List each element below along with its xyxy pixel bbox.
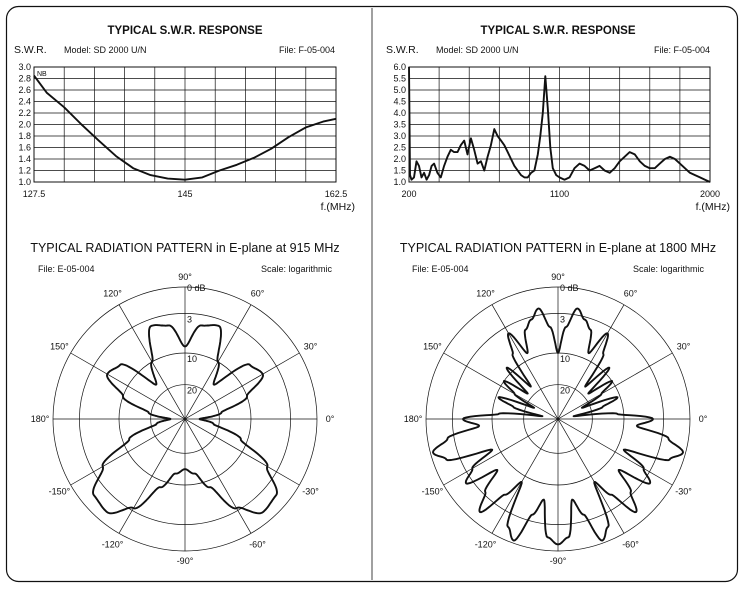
polar-1-angle-label: 120° bbox=[103, 288, 122, 299]
swr-1-title: TYPICAL S.W.R. RESPONSE bbox=[107, 25, 263, 37]
polar-1-ring-label: 10 bbox=[187, 354, 198, 364]
polar-1-angle-label: -60° bbox=[249, 539, 266, 550]
polar-2-angle-label: 120° bbox=[476, 288, 495, 299]
swr-2-ytick-label: 4.0 bbox=[393, 108, 406, 118]
polar-2-title: TYPICAL RADIATION PATTERN in E-plane at 1800 MHz bbox=[399, 241, 717, 255]
swr-2-xtick-label: 1100 bbox=[549, 189, 570, 199]
swr-2-ytick-label: 2.5 bbox=[393, 142, 406, 153]
polar-2-ring-label: 3 bbox=[560, 314, 566, 325]
swr-1-ytick-label: 1.8 bbox=[18, 131, 31, 141]
polar-2-angle-label: 0° bbox=[698, 414, 708, 424]
polar-1-angle-label: -150° bbox=[48, 486, 71, 497]
swr-1-ytick-label: 2.0 bbox=[18, 119, 31, 130]
swr-1-xtick-label: 145 bbox=[177, 189, 193, 199]
polar-1-angle-label: 90° bbox=[178, 272, 192, 282]
polar-2-angle-label: -30° bbox=[675, 486, 692, 497]
polar-chart-1 bbox=[30, 241, 339, 566]
swr-1-ytick-label: 3.0 bbox=[18, 62, 31, 72]
swr-2-xtick-label: 200 bbox=[401, 189, 417, 199]
swr-1-xtick-label: 127.5 bbox=[22, 189, 46, 199]
swr-2-ytick-label: 2.0 bbox=[393, 154, 406, 164]
polar-2-ring-label: 10 bbox=[560, 354, 571, 364]
polar-2-angle-label: -90° bbox=[549, 556, 567, 566]
polar-2-angle-label: 30° bbox=[676, 341, 691, 352]
swr-1-corner-label: NB bbox=[37, 71, 47, 78]
swr-2-ylabel: S.W.R. bbox=[386, 44, 419, 56]
swr-1-ytick-label: 2.2 bbox=[18, 108, 31, 118]
polar-1-scale: Scale: logarithmic bbox=[260, 264, 332, 274]
polar-1-angle-label: 180° bbox=[30, 414, 50, 424]
swr-2-file: File: F-05-004 bbox=[653, 45, 710, 55]
swr-1-ytick-label: 2.4 bbox=[18, 96, 31, 107]
swr-2-xlabel: f.(MHz) bbox=[695, 201, 730, 213]
polar-1-angle-label: -90° bbox=[176, 556, 194, 566]
swr-1-xtick-label: 162.5 bbox=[324, 189, 348, 199]
polar-2-scale: Scale: logarithmic bbox=[632, 264, 704, 274]
polar-1-ring-label: 0 dB bbox=[187, 283, 206, 293]
polar-1-angle-label: -120° bbox=[101, 539, 124, 550]
swr-1-file: File: F-05-004 bbox=[278, 45, 335, 55]
polar-2-angle-label: -120° bbox=[474, 539, 497, 550]
swr-2-ytick-label: 6.0 bbox=[393, 62, 406, 72]
polar-1-title: TYPICAL RADIATION PATTERN in E-plane at 915 MHz bbox=[30, 241, 340, 255]
polar-chart-2 bbox=[400, 241, 716, 566]
swr-2-ytick-label: 3.0 bbox=[393, 131, 406, 141]
polar-1-angle-label: 30° bbox=[303, 341, 318, 352]
swr-1-ytick-label: 1.2 bbox=[18, 165, 31, 176]
swr-1-ytick-label: 1.0 bbox=[18, 177, 31, 187]
swr-2-ytick-label: 5.5 bbox=[393, 73, 406, 84]
swr-1-ylabel: S.W.R. bbox=[14, 44, 47, 56]
polar-1-angle-label: 0° bbox=[325, 414, 335, 424]
swr-2-ytick-label: 5.0 bbox=[393, 85, 406, 95]
swr-2-ytick-label: 1.0 bbox=[393, 177, 406, 187]
polar-2-ring-label: 20 bbox=[560, 385, 571, 396]
polar-2-file: File: E-05-004 bbox=[412, 264, 469, 274]
polar-1-angle-label: -30° bbox=[302, 486, 319, 497]
swr-1-ytick-label: 2.6 bbox=[18, 85, 31, 95]
swr-2-ytick-label: 1.5 bbox=[393, 165, 406, 176]
swr-1-ytick-label: 1.4 bbox=[18, 154, 31, 164]
swr-2-ytick-label: 4.5 bbox=[393, 96, 406, 107]
swr-chart-1 bbox=[14, 25, 355, 213]
swr-2-xtick-label: 2000 bbox=[699, 189, 721, 199]
polar-1-file: File: E-05-004 bbox=[38, 264, 95, 274]
polar-2-angle-label: -60° bbox=[622, 539, 639, 550]
polar-2-ring-label: 0 dB bbox=[560, 283, 579, 293]
swr-2-title: TYPICAL S.W.R. RESPONSE bbox=[480, 25, 636, 37]
polar-1-angle-label: 150° bbox=[50, 341, 69, 352]
swr-1-model: Model: SD 2000 U/N bbox=[64, 45, 147, 55]
swr-1-ytick-label: 1.6 bbox=[18, 142, 31, 153]
polar-1-angle-label: 60° bbox=[250, 288, 265, 299]
polar-2-angle-label: -150° bbox=[421, 486, 444, 497]
swr-1-xlabel: f.(MHz) bbox=[320, 201, 355, 213]
polar-2-angle-label: 90° bbox=[551, 272, 565, 282]
swr-chart-2 bbox=[386, 25, 730, 213]
polar-1-ring-label: 20 bbox=[187, 385, 198, 396]
swr-2-ytick-label: 3.5 bbox=[393, 119, 406, 130]
swr-2-model: Model: SD 2000 U/N bbox=[436, 45, 519, 55]
polar-2-angle-label: 150° bbox=[423, 341, 442, 352]
polar-2-angle-label: 180° bbox=[403, 414, 423, 424]
swr-1-ytick-label: 2.8 bbox=[18, 73, 31, 84]
polar-2-angle-label: 60° bbox=[623, 288, 638, 299]
polar-1-ring-label: 3 bbox=[187, 314, 193, 325]
